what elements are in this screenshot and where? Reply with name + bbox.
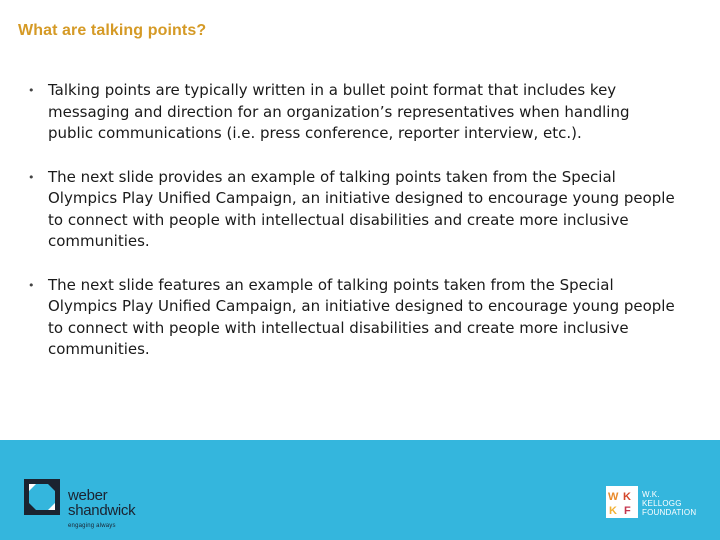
wkkf-mark-k1: K — [623, 491, 631, 503]
bullet-text: Talking points are typically written in a bullet point format that includes key messaging and direction for an organization’s representatives when handling public communications (i.e. press conference, reporter interview, etc.). — [48, 81, 630, 142]
weber-text: weber — [68, 487, 108, 504]
weber-shandwick-tagline: engaging always — [68, 523, 116, 529]
bullet-text: The next slide provides an example of talking points taken from the Special Olympics Play Unified Campaign, an initiative designed to encourage young people to connect with people with intellectual disabilities and create more inclusive communities. — [48, 167, 675, 250]
bullet-dot: • — [28, 170, 35, 184]
wkkf-mark-k2: K — [609, 505, 617, 517]
shandwick-text: shandwick — [68, 502, 136, 519]
weber-shandwick-logo-icon — [24, 479, 60, 515]
bullet-text: The next slide features an example of talking points taken from the Special Olympics Play Unified Campaign, an initiative designed to encourage young people to connect with people with intellectual disabilities and create more inclusive communities. — [48, 275, 675, 358]
wkkf-logo-icon — [606, 486, 638, 518]
slide-title: What are talking points? — [18, 22, 207, 39]
weber-shandwick-wordmark — [68, 488, 135, 518]
kellogg-line3: FOUNDATION — [642, 508, 697, 517]
bullet-item — [26, 275, 676, 361]
kellogg-line1: W.K. — [642, 490, 660, 499]
wkkf-mark-w: W — [608, 491, 619, 503]
bullet-item — [26, 167, 676, 253]
bullet-dot: • — [28, 278, 35, 292]
wkkf-mark-f: F — [624, 505, 631, 517]
kellogg-wordmark — [642, 490, 696, 517]
bullet-dot: • — [28, 84, 35, 97]
bullet-list — [26, 80, 676, 383]
bullet-item — [26, 80, 676, 145]
kellogg-line2: KELLOGG — [642, 499, 682, 508]
